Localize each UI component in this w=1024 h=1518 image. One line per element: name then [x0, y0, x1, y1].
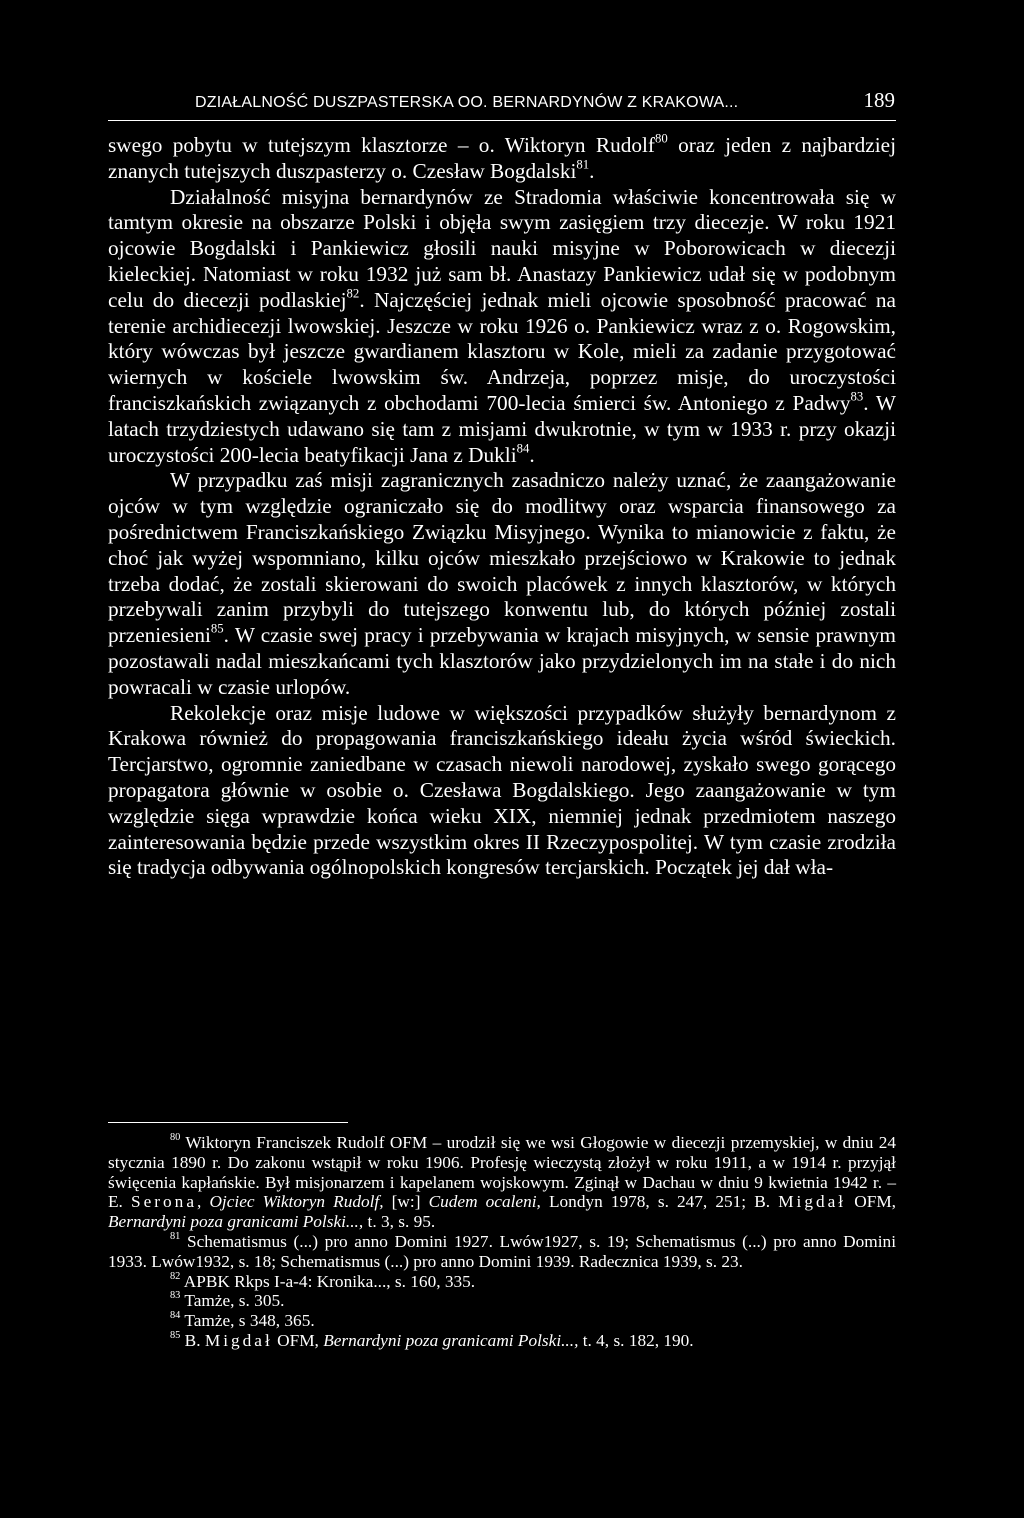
paragraph-1-text-2: oraz jeden z najbardziej znanych tutejszych duszpasterzy o. Czesław Bogdalski: [108, 133, 896, 183]
footnote-84: [108, 1311, 896, 1331]
paragraph-2-text-3: . W latach trzydziestych udawano się tam z misjami dwukrotnie, w tym w 1933 r. przy okazji uroczystości 200-lecia beatyfikacji Jana z Dukli: [108, 390, 896, 467]
footnote-number: 82: [170, 1270, 181, 1282]
author-name: Migdał: [778, 1192, 847, 1212]
footnote-text: Tamże, s. 305.: [180, 1291, 285, 1311]
footnote-text: Tamże, s 348, 365.: [180, 1311, 315, 1331]
author-name: Serona: [131, 1192, 197, 1212]
footnote-text: Schematismus (...) pro anno Domini 1927. Lwów1927, s. 19; Schematismus (...) pro anno Domini 1933. Lwów1932, s. 18; Schematismus (...) pro anno Domini 1939. Radecznica 1939, s. 23.: [108, 1231, 896, 1271]
paragraph-3: [108, 468, 896, 700]
paragraph-2-text-1: Działalność misyjna bernardynów ze Stradomia właściwie koncentrowała się w tamtym okresie na obszarze Polski i objęła swym zasięgiem trzy diecezje. W roku 1921 ojcowie Bogdalski i Pankiewicz głosili nauki misyjne w Poborowicach w diecezji kieleckiej. Natomiast w roku 1932 już sam bł. Anastazy Pankiewicz udał się w podobnym celu do diecezji podlaskiej: [108, 184, 896, 312]
page-number: 189: [863, 88, 895, 112]
paragraph-3-text-2: . W czasie swej pracy i przebywania w krajach misyjnych, w sensie prawnym pozostawali nadal mieszkańcami tych klasztorów jako przydzielonych im na stałe i do nich powracali w czasie urlopów.: [108, 623, 896, 699]
footnote-number: 83: [170, 1290, 181, 1302]
paragraph-4: [108, 701, 896, 882]
page-header: [195, 88, 895, 113]
footnote-number: 80: [170, 1132, 181, 1144]
paragraph-2: [108, 185, 896, 469]
book-title: Bernardyni poza granicami Polski...,: [323, 1330, 579, 1350]
footnote-text: Londyn 1978, s. 247, 251; B.: [540, 1192, 779, 1212]
footnote-ref-81: 81: [576, 157, 590, 172]
paragraph-4-text-1: Rekolekcje oraz misje ludowe w większości przypadków służyły bernardynom z Krakowa również do propagowania franciszkańskiego ideału życia wśród świeckich. Tercjarstwo, ogromnie zaniedbane w czasach niewoli narodowej, zyskało swego gorącego propagatora głównie w osobie o. Czesława Bogdalskiego. Jego zaangażowanie w tym względzie sięga wprawdzie końca wieku XIX, niemniej jednak przedmiotem naszego zainteresowania będzie przede wszystkim okres II Rzeczypospolitej. W tym czasie zrodziła się tradycja odbywania ogólnopolskich kongresów tercjarskich. Początek jej dał wła-: [108, 700, 896, 880]
footnote-ref-80: 80: [655, 131, 668, 146]
paragraph-1: [108, 133, 896, 185]
footnote-text: OFM,: [272, 1330, 324, 1350]
paragraph-1-text-3: .: [589, 158, 595, 183]
header-rule: [108, 120, 896, 121]
footnote-ref-83: 83: [850, 389, 864, 404]
footnote-text: t. 3, s. 95.: [363, 1212, 436, 1232]
footnote-text: [w:]: [383, 1192, 429, 1212]
footnote-83: [108, 1291, 896, 1311]
paragraph-2-text-4: .: [529, 442, 535, 467]
footnote-ref-84: 84: [516, 440, 530, 455]
footnote-ref-82: 82: [346, 286, 360, 301]
footnote-number: 85: [170, 1330, 181, 1342]
footnote-text: ,: [197, 1192, 210, 1212]
footnote-81: [108, 1232, 896, 1272]
footnote-separator: [108, 1122, 348, 1123]
book-title: Bernardyni poza granicami Polski...,: [108, 1212, 364, 1232]
book-title: Ojciec Wiktoryn Rudolf,: [209, 1192, 384, 1212]
footnote-text: Wiktoryn Franciszek Rudolf OFM – urodził się we wsi Głogowie w diecezji przemyskiej, w dniu 24 stycznia 1890 r. Do zakonu wstąpił w roku 1906. Profesję wieczystą złożył w roku 1911, a w 1914 r. przyjął święcenia kapłańskie. Był misjonarzem i kapelanem wojskowym. Zginął w Dachau w dniu 9 kwietnia 1942 r. – E.: [108, 1133, 896, 1212]
paragraph-2-text-2: . Najczęściej jednak mieli ojcowie sposobność pracować na terenie archidiecezji lwowskiej. Jeszcze w roku 1926 o. Pankiewicz wraz z o. Rogowskim, który wówczas był jeszcze gwardianem klasztoru w Kole, mieli za zadanie przygotować wiernych w kościele lwowskim św. Andrzeja, poprzez misje, do uroczystości franciszkańskich związanych z obchodami 700-lecia śmierci św. Antoniego z Padwy: [108, 287, 896, 415]
footnote-number: 84: [170, 1310, 181, 1322]
footnote-ref-85: 85: [210, 621, 224, 636]
footnote-85: [108, 1331, 896, 1351]
running-head: DZIAŁALNOŚĆ DUSZPASTERSKA OO. BERNARDYNÓW Z KRAKOWA...: [195, 94, 739, 111]
main-text: [108, 133, 896, 881]
footnotes: [108, 1133, 896, 1351]
footnote-number: 81: [170, 1231, 181, 1243]
book-title: Cudem ocaleni,: [428, 1192, 541, 1212]
paragraph-1-text-1: swego pobytu w tutejszym klasztorze – o. Wiktoryn Rudolf: [108, 133, 656, 157]
author-name: Migdał: [204, 1330, 273, 1350]
footnote-text: OFM,: [846, 1192, 897, 1212]
paragraph-3-text-1: W przypadku zaś misji zagranicznych zasadniczo należy uznać, że zaangażowanie ojców w tym względzie ograniczało się do modlitwy oraz wsparcia finansowego za pośrednictwem Franciszkańskiego Związku Misyjnego. Wynika to mianowicie z faktu, że choć jak wyżej wspomniano, kilku ojców mieszkało przejściowo w Krakowie to jednak trzeba dodać, że zostali skierowani do swoich placówek z innych klasztorów, w których przebywali zanim przybyli do tutejszego konwentu lub, do których później zostali przeniesieni: [108, 468, 896, 648]
footnote-82: [108, 1272, 896, 1292]
footnote-text: APBK Rkps I-a-4: Kronika..., s. 160, 335.: [180, 1271, 476, 1291]
footnote-text: B.: [180, 1330, 205, 1350]
footnote-text: t. 4, s. 182, 190.: [578, 1330, 694, 1350]
footnote-80: [108, 1133, 896, 1232]
